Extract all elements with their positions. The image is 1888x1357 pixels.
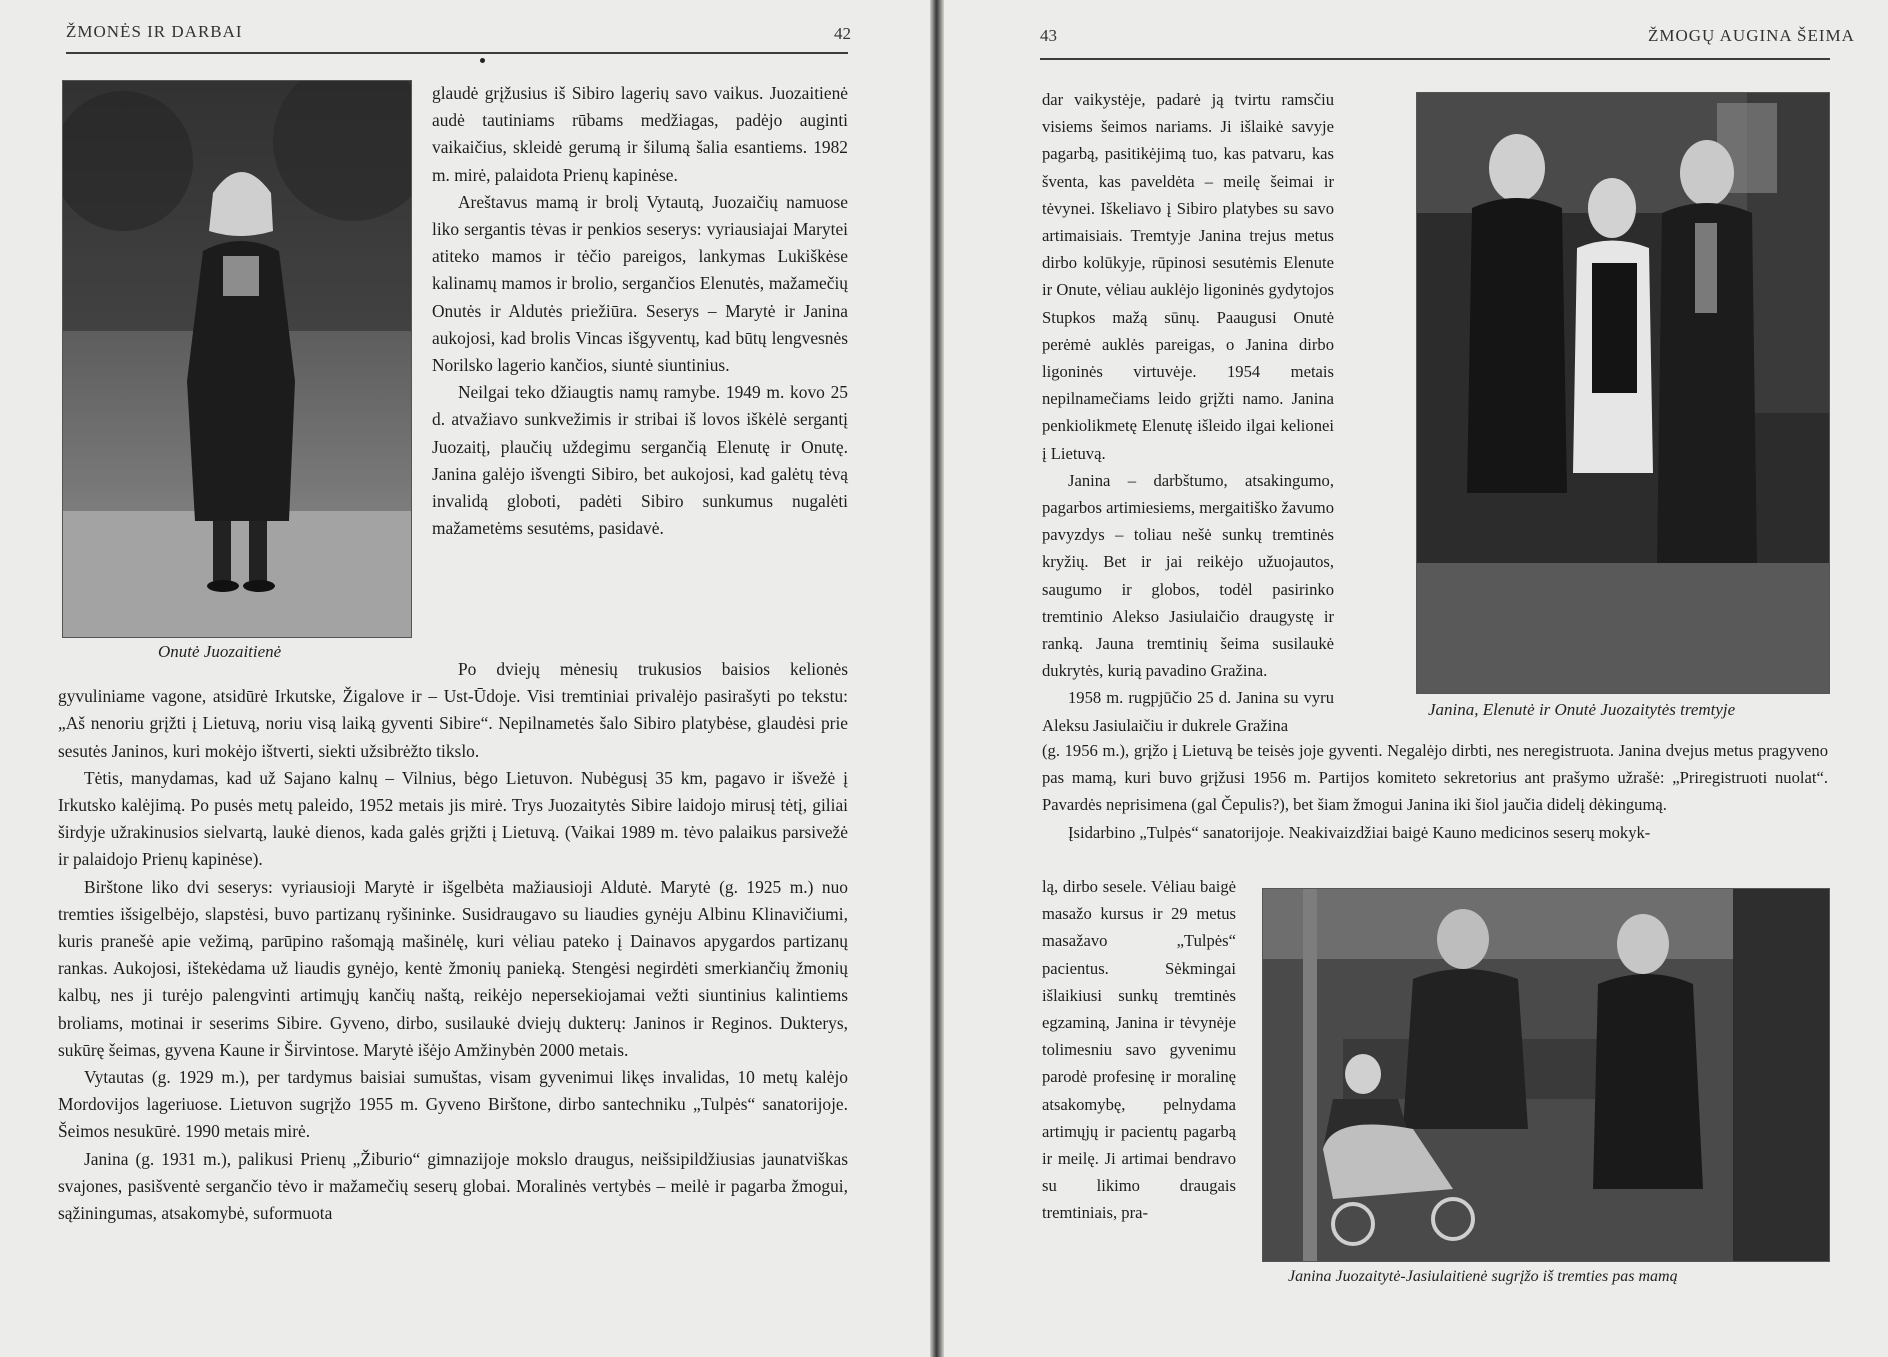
paragraph: glaudė grįžusius iš Sibiro lagerių savo vaikus. Juozaitienė audė tautiniams rūbams medžiagas, padėjo auginti vaikaičius, skleidė gerumą ir šilumą šalia esantiems. 1982 m. mirė, palaidota Prienų kapinėse. (432, 83, 848, 185)
paragraph: Tėtis, manydamas, kad už Sajano kalnų – Vilnius, bėgo Lietuvon. Nubėgusį 35 km, pagavo ir išvežė į Irkutsko kalėjimą. Po pusės metų paleido, 1952 metais jis mirė. Trys Juozaitytės Sibire laidojo mirusį tėtį, giliai širdyje užrakinusios sielvartą, laukė dienos, kada galės grįžti į Lietuvą. (Vaikai 1989 m. tėvo palaikus parsivežė ir palaidojo Prienų kapinėse). (58, 767, 848, 870)
running-head-left: ŽMONĖS IR DARBAI (66, 22, 243, 41)
caption-three-sisters: Janina, Elenutė ir Onutė Juozaitytės tremtyje (1428, 700, 1736, 719)
header-rule-right (1040, 58, 1830, 60)
paragraph: lą, dirbo sesele. Vėliau baigė masažo kursus ir 29 metus masažavo „Tulpės“ pacientus. Sėkmingai išlaikiusi sunkų tremtinės egzaminą, Janina ir tėvynėje tolimesniu savo gyvenimu parodė profesinę ir moralinę atsakomybę, pelnydama artimųjų ir pacientų pagarbą ir meilę. Ji artimai bendravo su likimo draugais tremtiniais, pra- (1042, 877, 1236, 1223)
paragraph: Areštavus mamą ir brolį Vytautą, Juozaičių namuose liko sergantis tėvas ir penkios seserys: vyriausiajai Marytei atiteko mamos ir tėčio pareigos, lankymas Lukiškėse kalinamų mamos ir brolio, sergančios Elenutės, mažamečių Onutės ir Aldutės priežiūra. Seserys – Marytė ir Janina aukojosi, kad brolis Vincas išgyventų, kad būtų lengvesnės Norilsko lagerio kančios, siuntė siuntinius. (432, 191, 848, 376)
running-head-right: ŽMOGŲ AUGINA ŠEIMA (1648, 26, 1855, 45)
right-column-full-width (1042, 737, 1828, 846)
paragraph: Janina – darbštumo, atsakingumo, pagarbos artimiesiems, mergaitiško žavumo pavyzdys – toliau nešė sunkų tremtinės kryžių. Bet ir jai reikėjo užuojautos, saugumo ir globos, todėl pasirinko tremtinio Alekso Jasiulaičio draugystę ir ranką. Jauna tremtinių šeima susilaukė dukrytės, kurią pavadino Gražina. (1042, 470, 1334, 681)
paragraph: (g. 1956 m.), grįžo į Lietuvą be teisės joje gyventi. Negalėjo dirbti, nes neregistruota. Janina dvejus metus pragyveno pas mamą, kuri buvo grįžusi 1956 m. Partijos komiteto sekretorius ant prašymo užrašė: „Priregistruoti nuolat“. Pavardės neprisimena (gal Čepulis?), bet šiam žmogui Janina iki šiol jaučia didelį dėkingumą. (1042, 741, 1828, 815)
paragraph: Po dviejų mėnesių trukusios baisios kelionės gyvuliniame vagone, atsidūrė Irkutske, Žigalove ir – Ust-Ūdoje. Visi tremtiniai privalėjo pasirašyti po tekstu: „Aš nenoriu grįžti į Lietuvą, noriu visą laiką gyventi Sibire“. Nepilnametės šalo Sibiro platybėse, glaudėsi prie sesutės Janinos, kuri mokėjo ištverti, siekti užsibrėžto tikslo. (58, 659, 848, 761)
paragraph: 1958 m. rugpjūčio 25 d. Janina su vyru Aleksu Jasiulaičiu ir dukrele Gražina (1042, 688, 1334, 735)
header-rule-left (66, 52, 848, 54)
page-number-left: 42 (834, 24, 851, 43)
photo-janina-returned (1262, 888, 1830, 1262)
photo-onute-image (63, 81, 411, 637)
book-gutter (930, 0, 944, 1357)
left-page (0, 0, 936, 1357)
paragraph: Neilgai teko džiaugtis namų ramybe. 1949 m. kovo 25 d. atvažiavo sunkvežimis ir stribai iš lovos iškėlė sergantį Juozaitį, plaučių uždegimu sergančią Elenutę ir Onutę. Janina galėjo išvengti Sibiro, bet aukojosi, kad galėtų tėvą invalidą globoti, padėti Sibiro sunkumus nugalėti mažametėms sesutėms, pasidavė. (432, 382, 848, 539)
ink-dot (480, 58, 485, 63)
right-column-beside-top-photo (1042, 86, 1334, 739)
paragraph: Janina (g. 1931 m.), palikusi Prienų „Žiburio“ gimnazijoje mokslo draugus, neišsipildžiusias jaunatviškas svajones, pasišventė sergančio tėvo ir mažamečių seserų globai. Moralinės vertybės – meilė ir pagarba žmogui, sąžiningumas, atsakomybė, suformuota (58, 1148, 848, 1224)
paragraph: Vytautas (g. 1929 m.), per tardymus baisiai sumuštas, visam gyvenimui likęs invalidas, 10 metų kalėjo Mordovijos lageriuose. Lietuvon sugrįžo 1955 m. Gyveno Birštone, dirbo santechniku „Tulpės“ sanatorijoje. Šeimos nesukūrė. 1990 metais mirė. (58, 1067, 848, 1142)
caption-onute: Onutė Juozaitienė (158, 642, 282, 661)
right-page (944, 0, 1888, 1357)
photo-three-sisters-image (1417, 93, 1829, 693)
paragraph: Birštone liko dvi seserys: vyriausioji Marytė ir išgelbėta mažiausioji Aldutė. Marytė (g. 1925 m.) nuo tremties išsigelbėjo, slapstėsi, buvo partizanų ryšininke. Susidraugavo su liaudies gynėju Albinu Klinavičiumi, kuris pranešė apie vežimą, parūpino rašomąją mašinėlę, kuri vėliau pateko į Dainavos apygardos partizanų rankas. Aukojosi, ištekėdama už liaudis gynėjo, kentė žmonių panieką. Stengėsi negirdėti smerkiančių žmonių kalbų, nes ji turėjo palengvinti artimųjų kančių naštą, reikėjo nepersekiojamai vežti siuntinius kalintiems broliams, motinai ir seserims Sibire. Gyveno, dirbo, susilaukė dviejų dukterų: Janinos ir Reginos. Dukterys, sukūrę šeimas, gyvena Kaune ir Širvintose. Marytė išėjo Amžinybėn 2000 metais. (58, 876, 848, 1060)
left-column-beside-photo (432, 80, 848, 542)
photo-onute-juozaitiene (62, 80, 412, 638)
caption-janina-returned: Janina Juozaitytė-Jasiulaitienė sugrįžo iš tremties pas mamą (1288, 1268, 1678, 1285)
photo-janina-returned-image (1263, 889, 1829, 1261)
paragraph: dar vaikystėje, padarė ją tvirtu ramsčiu visiems šeimos nariams. Ji išlaikė savyje pagarbą, pasitikėjimą tuo, kas patvaru, kas šventa, kas paveldėta – meilę šeimai ir tėvynei. Iškeliavo į Sibiro platybes su savo artimaisiais. Tremtyje Janina trejus metus dirbo kolūkyje, rūpinosi sesutėmis Elenute ir Onute, vėliau auklėjo ligoninės gydytojos Stupkos mažą sūnų. Paaugusi Onutė perėmė auklės pareigas, o Janina dirbo ligoninės virtuvėje. 1954 metais nepilnamečiams leido grįžti namo. Janina penkiolikmetę Elenutę išleido ilgai kelionei į Lietuvą. (1042, 90, 1334, 463)
left-column-full-width (58, 656, 848, 1227)
page-number-right: 43 (1040, 26, 1057, 45)
paragraph: Įsidarbino „Tulpės“ sanatorijoje. Neakivaizdžiai baigė Kauno medicinos seserų mokyk- (1068, 822, 1651, 842)
photo-three-sisters (1416, 92, 1830, 694)
right-column-beside-bottom-photo (1042, 873, 1236, 1227)
